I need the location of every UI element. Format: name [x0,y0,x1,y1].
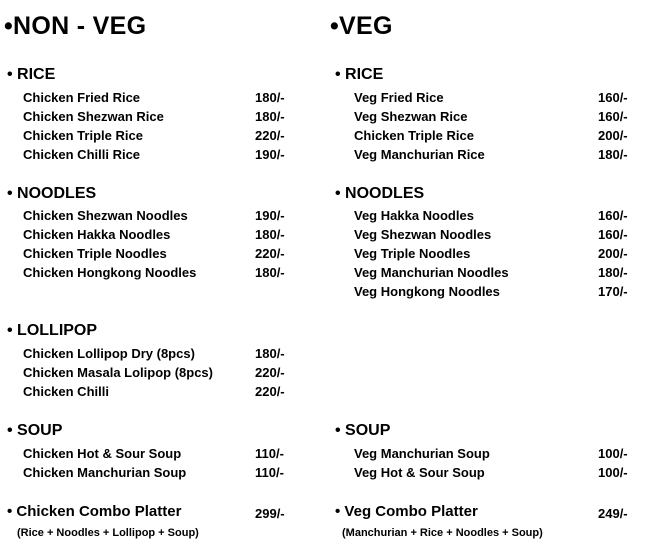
menu-item-price: 190/- [255,147,285,162]
menu-item-name: Chicken Hakka Noodles [23,227,171,242]
menu-item-name: Veg Triple Noodles [354,246,471,261]
nonveg-combo-note: (Rice + Noodles + Lollipop + Soup) [17,527,199,539]
menu-item-price: 220/- [255,246,285,261]
nonveg-heading: •NON - VEG [4,12,147,40]
menu-item-price: 200/- [598,128,628,143]
menu-item-name: Chicken Hot & Sour Soup [23,446,182,461]
menu-item-price: 160/- [598,227,628,242]
menu-item-name: Veg Fried Rice [354,90,444,105]
menu-item-price: 180/- [598,147,628,162]
veg-noodles-title: • NOODLES [335,185,425,202]
nonveg-lollipop-title: • LOLLIPOP [7,322,98,339]
menu-item-price: 180/- [255,265,285,280]
menu-item-price: 100/- [598,446,628,461]
menu-item-name: Chicken Manchurian Soup [23,465,187,480]
menu-item-price: 220/- [255,365,285,380]
menu-item-price: 180/- [255,109,285,124]
menu-item-name: Chicken Fried Rice [23,90,141,105]
menu-item-name: Veg Hongkong Noodles [354,284,500,299]
menu-item-name: Veg Manchurian Noodles [354,265,509,280]
nonveg-combo-title: • Chicken Combo Platter [7,503,182,520]
menu-item-name: Veg Manchurian Soup [354,446,490,461]
veg-rice-title: • RICE [335,66,384,83]
nonveg-combo-price: 299/- [255,506,285,521]
menu-item-name: Veg Shezwan Rice [354,109,468,124]
menu-item-price: 100/- [598,465,628,480]
menu-item-price: 190/- [255,208,285,223]
menu-item-price: 160/- [598,109,628,124]
menu-item-name: Chicken Lollipop Dry (8pcs) [23,346,195,361]
veg-combo-price: 249/- [598,506,628,521]
menu-item-price: 180/- [255,227,285,242]
veg-heading: •VEG [330,12,393,40]
menu-item-price: 200/- [598,246,628,261]
menu-item-name: Chicken Triple Rice [354,128,474,143]
menu-item-price: 220/- [255,384,285,399]
menu-item-name: Chicken Masala Lolipop (8pcs) [23,365,213,380]
menu-item-name: Chicken Triple Rice [23,128,143,143]
veg-combo-title: • Veg Combo Platter [335,503,478,520]
nonveg-noodles-title: • NOODLES [7,185,97,202]
nonveg-soup-title: • SOUP [7,422,63,439]
menu-item-name: Chicken Chilli [23,384,109,399]
menu-item-price: 110/- [255,465,284,480]
menu-item-name: Chicken Hongkong Noodles [23,265,197,280]
nonveg-rice-title: • RICE [7,66,56,83]
menu-item-name: Chicken Chilli Rice [23,147,141,162]
menu-item-price: 160/- [598,208,628,223]
menu-item-price: 110/- [255,446,284,461]
menu-item-name: Chicken Triple Noodles [23,246,167,261]
menu-item-price: 170/- [598,284,628,299]
veg-soup-title: • SOUP [335,422,391,439]
menu-item-price: 160/- [598,90,628,105]
menu-item-price: 180/- [598,265,628,280]
menu-item-name: Chicken Shezwan Noodles [23,208,188,223]
menu-item-price: 180/- [255,90,285,105]
menu-item-name: Veg Hot & Sour Soup [354,465,485,480]
menu-item-price: 180/- [255,346,285,361]
veg-combo-note: (Manchurian + Rice + Noodles + Soup) [342,527,543,539]
menu-item-name: Veg Manchurian Rice [354,147,485,162]
menu-item-price: 220/- [255,128,285,143]
menu-item-name: Veg Hakka Noodles [354,208,474,223]
menu-item-name: Chicken Shezwan Rice [23,109,164,124]
menu-item-name: Veg Shezwan Noodles [354,227,492,242]
